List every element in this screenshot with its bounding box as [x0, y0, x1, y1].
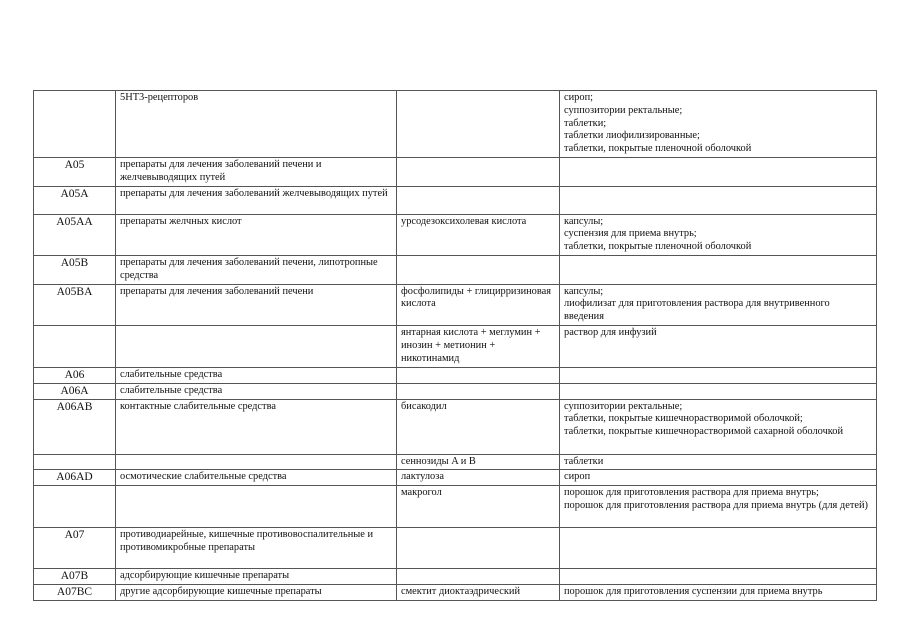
table-row [34, 470, 877, 486]
table-row [34, 284, 877, 325]
inn-cell: сеннозиды A и B [397, 454, 560, 470]
dosage-form-line: таблетки; [564, 117, 607, 129]
inn-cell [397, 528, 560, 569]
dosage-forms-cell [560, 399, 877, 454]
inn-cell: лактулоза [397, 470, 560, 486]
dosage-forms-cell [560, 454, 877, 470]
dosage-form-line: таблетки лиофилизированные; [564, 130, 700, 142]
inn-cell: смектит диоктаэдрический [397, 584, 560, 600]
table-row [34, 454, 877, 470]
dosage-form-line: таблетки [564, 455, 604, 467]
dosage-form-line: таблетки, покрытые кишечнорастворимой оболочкой; [564, 413, 803, 425]
table-row [34, 186, 877, 214]
atc-code-cell: A07 [34, 528, 116, 569]
atc-code-cell: A05AA [34, 214, 116, 255]
dosage-form-line: таблетки, покрытые кишечнорастворимой сахарной оболочкой [564, 426, 844, 438]
inn-cell: урсодезоксихолевая кислота [397, 214, 560, 255]
pharmacological-group-cell: слабительные средства [116, 367, 397, 383]
table-row [34, 158, 877, 187]
dosage-forms-cell [560, 367, 877, 383]
atc-code-cell: A06AB [34, 399, 116, 454]
atc-code-cell: A07B [34, 569, 116, 585]
atc-code-cell: A07BC [34, 584, 116, 600]
pharmacological-group-cell [116, 486, 397, 528]
atc-code-cell: A05BA [34, 284, 116, 325]
dosage-forms-cell [560, 486, 877, 528]
pharmacological-group-cell: препараты желчных кислот [116, 214, 397, 255]
dosage-form-line: порошок для приготовления раствора для приема внутрь; [564, 487, 819, 499]
dosage-form-line: таблетки, покрытые пленочной оболочкой [564, 241, 752, 253]
dosage-forms-cell [560, 383, 877, 399]
dosage-forms-cell [560, 284, 877, 325]
table-row [34, 569, 877, 585]
table-row [34, 255, 877, 284]
pharmacological-group-cell: 5НТ3-рецепторов [116, 91, 397, 158]
atc-code-cell [34, 486, 116, 528]
dosage-forms-cell [560, 470, 877, 486]
dosage-forms-cell [560, 91, 877, 158]
table-row [34, 214, 877, 255]
pharmacological-group-cell: другие адсорбирующие кишечные препараты [116, 584, 397, 600]
table-row [34, 584, 877, 600]
inn-cell [397, 158, 560, 187]
drug-list-table [33, 90, 877, 601]
atc-code-cell: A05B [34, 255, 116, 284]
dosage-form-line: порошок для приготовления раствора для приема внутрь (для детей) [564, 499, 869, 511]
pharmacological-group-cell: противодиарейные, кишечные противовоспалительные и противомикробные препараты [116, 528, 397, 569]
dosage-forms-cell [560, 325, 877, 367]
inn-cell [397, 91, 560, 158]
inn-cell: бисакодил [397, 399, 560, 454]
atc-code-cell: A06AD [34, 470, 116, 486]
dosage-form-line: капсулы; [564, 285, 604, 297]
pharmacological-group-cell: препараты для лечения заболеваний печени и желчевыводящих путей [116, 158, 397, 187]
pharmacological-group-cell [116, 325, 397, 367]
inn-cell [397, 383, 560, 399]
pharmacological-group-cell: препараты для лечения заболеваний печени, липотропные средства [116, 255, 397, 284]
dosage-forms-cell [560, 584, 877, 600]
pharmacological-group-cell: адсорбирующие кишечные препараты [116, 569, 397, 585]
inn-cell: фосфолипиды + глицирризиновая кислота [397, 284, 560, 325]
dosage-form-line: порошок для приготовления суспензии для приема внутрь [564, 585, 823, 597]
inn-cell [397, 186, 560, 214]
pharmacological-group-cell: препараты для лечения заболеваний желчевыводящих путей [116, 186, 397, 214]
inn-cell: янтарная кислота + меглумин + инозин + метионин + никотинамид [397, 325, 560, 367]
dosage-form-line: лиофилизат для приготовления раствора для внутривенного введения [564, 298, 830, 323]
dosage-form-line: суппозитории ректальные; [564, 104, 683, 116]
pharmacological-group-cell: слабительные средства [116, 383, 397, 399]
dosage-form-line: таблетки, покрытые пленочной оболочкой [564, 143, 752, 155]
table-row [34, 383, 877, 399]
pharmacological-group-cell: осмотические слабительные средства [116, 470, 397, 486]
pharmacological-group-cell: препараты для лечения заболеваний печени [116, 284, 397, 325]
table-row [34, 325, 877, 367]
atc-code-cell [34, 325, 116, 367]
table-row [34, 528, 877, 569]
dosage-form-line: сироп; [564, 92, 594, 103]
atc-code-cell: A06A [34, 383, 116, 399]
pharmacological-group-cell [116, 454, 397, 470]
dosage-form-line: капсулы; [564, 215, 604, 227]
atc-code-cell: A05 [34, 158, 116, 187]
inn-cell: макрогол [397, 486, 560, 528]
atc-code-cell: A06 [34, 367, 116, 383]
inn-cell [397, 367, 560, 383]
dosage-form-line: раствор для инфузий [564, 326, 657, 338]
dosage-forms-cell [560, 528, 877, 569]
dosage-form-line: суппозитории ректальные; [564, 400, 683, 412]
atc-code-cell [34, 91, 116, 158]
atc-code-cell: A05A [34, 186, 116, 214]
table-row [34, 367, 877, 383]
dosage-forms-cell [560, 158, 877, 187]
dosage-forms-cell [560, 186, 877, 214]
inn-cell [397, 255, 560, 284]
dosage-form-line: сироп [564, 471, 591, 483]
inn-cell [397, 569, 560, 585]
dosage-form-line: суспензия для приема внутрь; [564, 228, 697, 240]
pharmacological-group-cell: контактные слабительные средства [116, 399, 397, 454]
dosage-forms-cell [560, 255, 877, 284]
dosage-forms-cell [560, 569, 877, 585]
drug-table-body [34, 91, 877, 601]
table-row [34, 399, 877, 454]
table-row [34, 91, 877, 158]
dosage-forms-cell [560, 214, 877, 255]
table-row [34, 486, 877, 528]
atc-code-cell [34, 454, 116, 470]
